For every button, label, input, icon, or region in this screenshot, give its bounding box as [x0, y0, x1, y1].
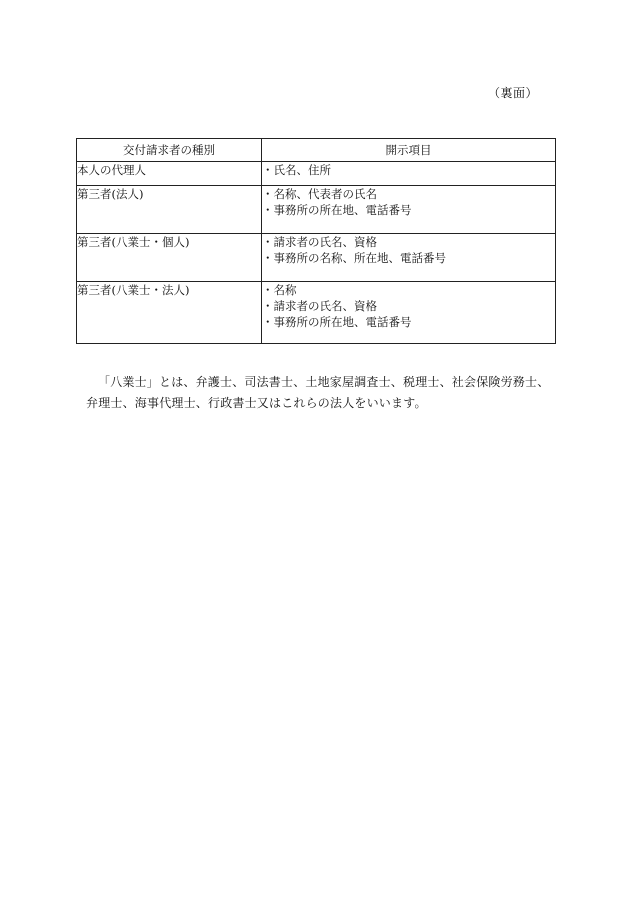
disclosure-items-cell: [262, 282, 556, 344]
table-row: [77, 234, 556, 282]
requester-type-cell: 本人の代理人: [77, 162, 262, 186]
disclosure-item: ・事務所の所在地、電話番号: [262, 315, 412, 329]
table-header-row: [77, 139, 556, 162]
disclosure-item: ・請求者の氏名、資格: [262, 299, 377, 313]
requester-type-cell: 第三者(八業士・個人): [77, 234, 262, 282]
header-requester-type: 交付請求者の種別: [77, 139, 262, 162]
page-side-label: （裏面）: [487, 86, 538, 100]
header-disclosure-items: 開示項目: [262, 139, 556, 162]
disclosure-item: ・事務所の所在地、電話番号: [262, 203, 412, 217]
table-row: [77, 162, 556, 186]
eight-professions-note: 「八業士」とは、弁護士、司法書士、土地家屋調査士、税理士、社会保険労務士、弁理士、海事代理士、行政書士又はこれらの法人をいいます。: [86, 375, 550, 410]
requester-type-cell: 第三者(法人): [77, 186, 262, 234]
disclosure-items-cell: [262, 162, 556, 186]
disclosure-items-cell: [262, 234, 556, 282]
disclosure-item: ・名称: [262, 283, 297, 297]
disclosure-items-cell: [262, 186, 556, 234]
disclosure-item: ・事務所の名称、所在地、電話番号: [262, 251, 446, 265]
table-row: [77, 186, 556, 234]
disclosure-table: [76, 138, 556, 344]
requester-type-cell: 第三者(八業士・法人): [77, 282, 262, 344]
disclosure-item: ・氏名、住所: [262, 163, 331, 177]
table-row: [77, 282, 556, 344]
disclosure-item: ・名称、代表者の氏名: [262, 187, 377, 201]
disclosure-item: ・請求者の氏名、資格: [262, 235, 377, 249]
